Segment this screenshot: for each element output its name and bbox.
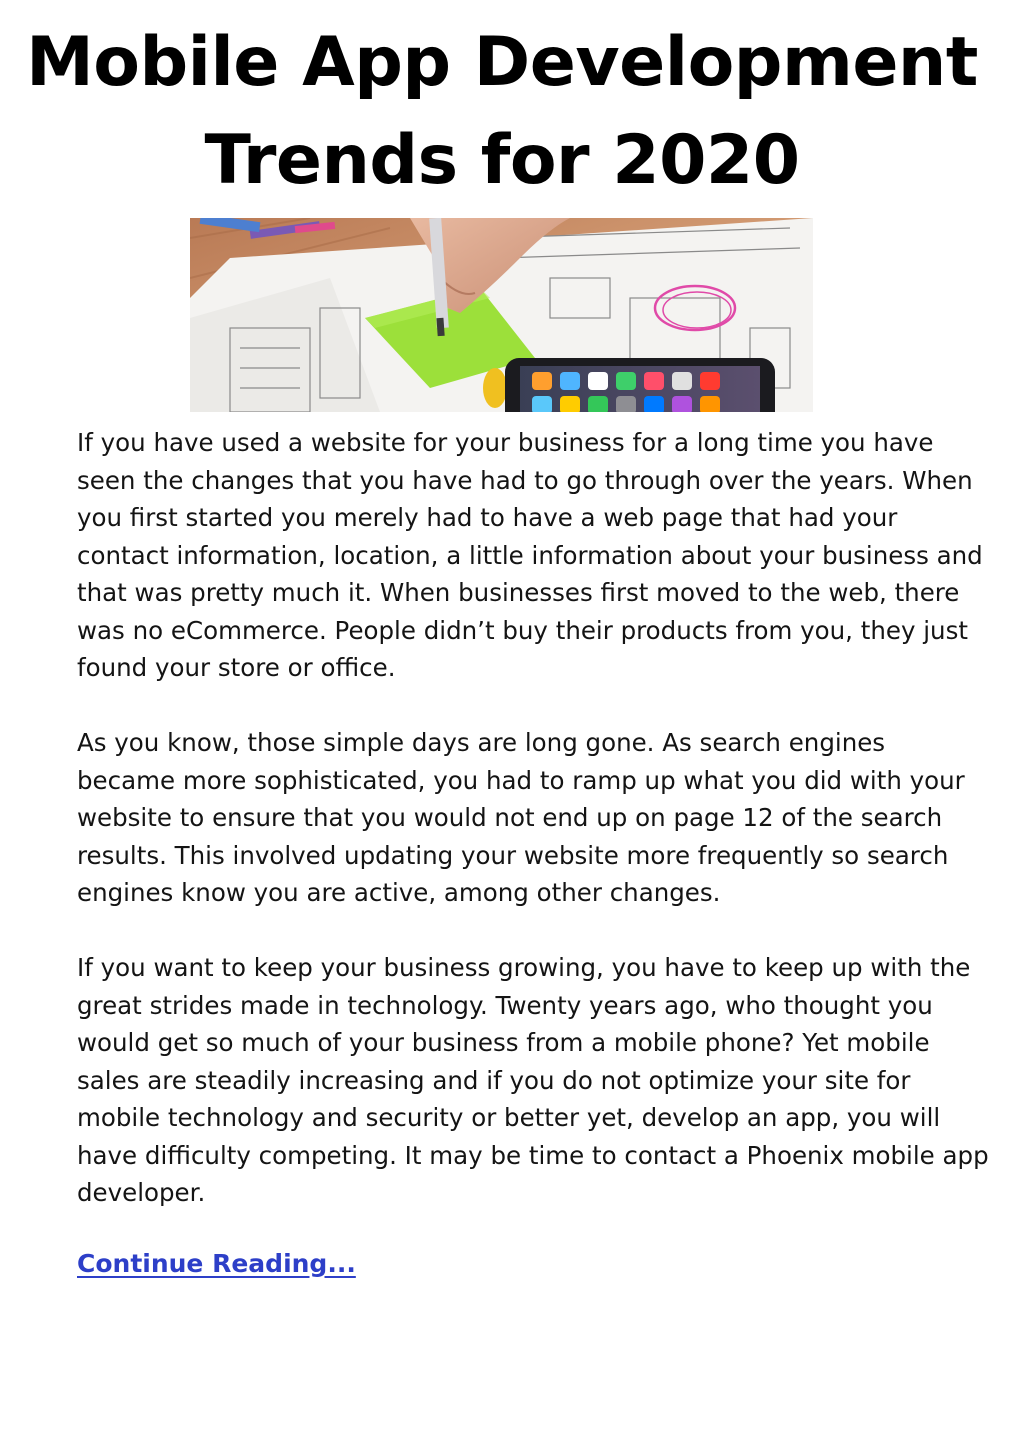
paragraph: If you want to keep your business growing, you have to keep up with the great strides made in technology. Twenty years ago, who thought you would get so much of your business from a mobile phone? Yet mobile sales are steadily increasing and if you do not optimize your site for mobile technology and security or better yet, develop an app, you will have difficulty competing. It may be time to contact a Phoenix mobile app developer. xyxy=(77,953,989,1207)
article-title xyxy=(0,14,1004,210)
paragraph: If you have used a website for your business for a long time you have seen the changes that you have had to go through over the years. When you first started you merely had to have a web page that had your contact information, location, a little information about your business and that was pretty much it. When businesses first moved to the web, there was no eCommerce. People didn’t buy their products from you, they just found your store or office. xyxy=(77,428,983,682)
photo-icon xyxy=(190,218,813,412)
hero-image xyxy=(190,218,813,412)
article-body xyxy=(77,424,989,1249)
paragraph: As you know, those simple days are long gone. As search engines became more sophisticated, you had to ramp up what you did with your website to ensure that you would not end up on page 12 of the search results. This involved updating your website more frequently so search engines know you are active, among other changes. xyxy=(77,728,965,907)
continue-reading-link[interactable]: Continue Reading... xyxy=(77,1249,356,1278)
title-line-1: Mobile App Development xyxy=(26,23,978,102)
title-line-2: Trends for 2020 xyxy=(204,121,800,200)
